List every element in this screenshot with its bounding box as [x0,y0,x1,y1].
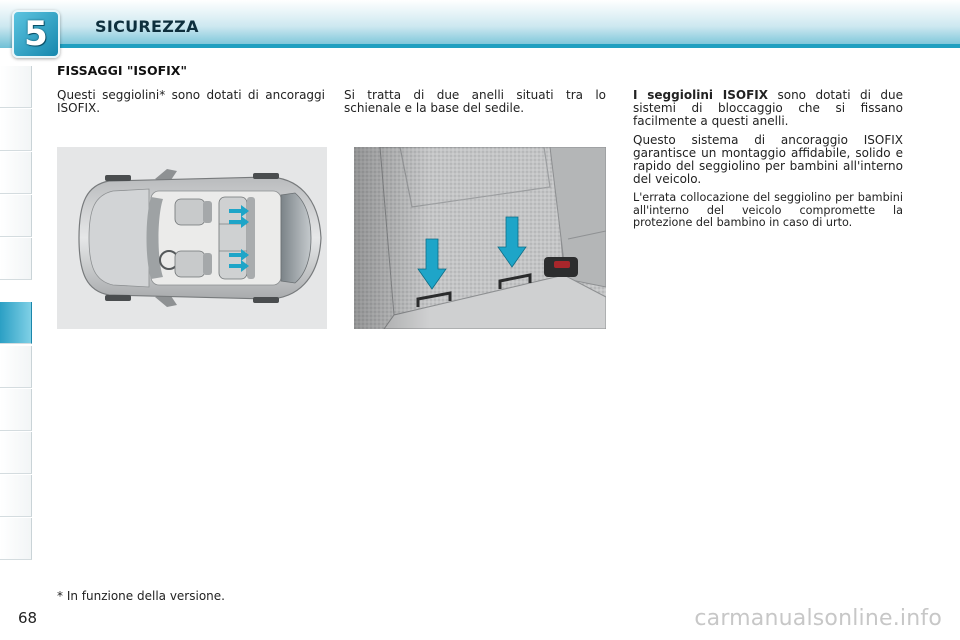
text-column-1 [57,89,325,121]
chapter-tab[interactable] [0,109,32,151]
paragraph: L'errata collocazione del seggiolino per bambini all'interno del veicolo compromette la protezione del bambino in caso di urto. [633,191,903,229]
chapter-tab-strip [0,66,34,576]
seat-isofix-anchor-illustration [354,147,606,329]
chapter-tab[interactable] [0,389,32,431]
car-top-view-illustration [57,147,327,329]
chapter-badge [12,10,60,58]
seat-isofix-icon [354,147,606,329]
paragraph: Questo sistema di ancoraggio ISOFIX garantisce un montaggio affidabile, solido e rapido del seggiolino per bambini all'interno del veicolo. [633,133,903,186]
chapter-tab-active[interactable] [0,302,32,344]
paragraph: Si tratta di due anelli situati tra lo schienale e la base del sedile. [344,88,606,115]
text-column-2 [344,89,606,121]
section-title: FISSAGGI "ISOFIX" [57,63,187,78]
chapter-tab[interactable] [0,195,32,237]
chapter-tab[interactable] [0,238,32,280]
paragraph: Questi seggiolini* sono dotati di ancoraggi ISOFIX. [57,88,325,115]
bold-term: I seggiolini ISOFIX [633,88,769,102]
chapter-tab[interactable] [0,66,32,108]
page-number: 68 [18,609,38,627]
chapter-tab[interactable] [0,346,32,388]
chapter-number: 5 [24,14,48,54]
chapter-tab[interactable] [0,475,32,517]
paragraph-text: sono dotati di due sistemi di bloccaggio che si fissano facilmente a questi anelli. [633,88,903,128]
paragraph [633,89,903,128]
chapter-tab[interactable] [0,152,32,194]
chapter-tab[interactable] [0,432,32,474]
header-accent-line [60,44,960,48]
text-column-3 [633,89,903,236]
chapter-title: SICUREZZA [95,17,199,36]
footnote: * In funzione della versione. [57,589,225,603]
chapter-tab[interactable] [0,518,32,560]
watermark: carmanualsonline.info [694,606,942,631]
car-top-view-icon [57,147,327,329]
